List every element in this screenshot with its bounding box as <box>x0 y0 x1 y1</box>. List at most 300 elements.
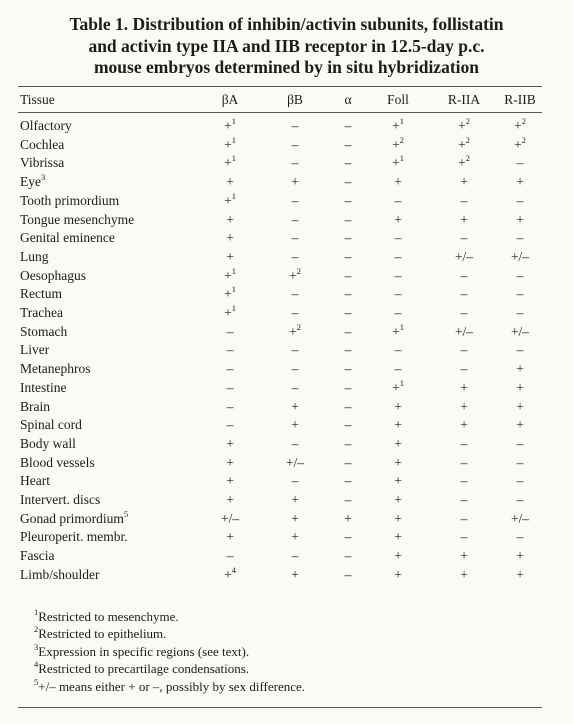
cell-value: – <box>394 267 402 283</box>
cell-value: – <box>344 435 352 451</box>
footnote-ref: 1 <box>399 153 404 164</box>
cell-value: – <box>344 379 352 395</box>
cell-value: – <box>291 192 299 208</box>
cell-beta-a <box>200 528 260 547</box>
cell-beta-a <box>200 510 260 529</box>
cell-value: + <box>394 473 402 489</box>
footnote-3 <box>34 643 534 660</box>
table-title <box>20 14 553 79</box>
cell-value: + <box>460 548 468 564</box>
cell-value: + <box>289 323 297 339</box>
cell-beta-a <box>200 285 260 304</box>
cell-value: + <box>226 473 234 489</box>
cell-alpha <box>324 360 372 379</box>
cell-alpha <box>324 398 372 417</box>
footnote-ref: 1 <box>399 116 404 126</box>
cell-value: + <box>394 529 402 545</box>
footnote-mark: 1 <box>34 607 39 617</box>
cell-beta-a <box>200 566 260 585</box>
cell-value: Stomach <box>20 323 68 339</box>
cell-value: Tongue mesenchyme <box>20 211 135 227</box>
cell-value: – <box>226 417 234 433</box>
cell-beta-b <box>265 192 325 211</box>
cell-alpha <box>324 341 372 360</box>
cell-r-iia <box>431 173 497 192</box>
cell-r-iib <box>492 173 548 192</box>
cell-tissue <box>20 154 200 173</box>
cell-value: – <box>291 211 299 227</box>
cell-value: – <box>394 361 402 377</box>
cell-value: – <box>291 473 299 489</box>
cell-foll <box>368 117 428 136</box>
cell-tissue <box>20 398 200 417</box>
cell-value: +/– <box>510 510 530 526</box>
cell-r-iib <box>492 416 548 435</box>
cell-beta-a <box>200 323 260 342</box>
cell-beta-a <box>200 173 260 192</box>
cell-r-iia <box>431 117 497 136</box>
cell-value: + <box>392 155 400 171</box>
cell-beta-a <box>200 211 260 230</box>
header-foll: Foll <box>387 92 409 107</box>
cell-value: + <box>516 548 524 564</box>
cell-r-iia <box>431 248 497 267</box>
cell-tissue <box>20 211 200 230</box>
cell-r-iib <box>492 248 548 267</box>
cell-value: + <box>460 398 468 414</box>
cell-value: – <box>291 361 299 377</box>
footnote-ref: 1 <box>231 265 236 276</box>
footnote-ref: 2 <box>465 153 470 164</box>
cell-tissue <box>20 304 200 323</box>
cell-value: – <box>344 174 352 190</box>
cell-r-iib <box>492 211 548 230</box>
table-row <box>18 323 542 342</box>
table-row <box>18 379 542 398</box>
cell-r-iia <box>431 454 497 473</box>
cell-value: – <box>516 230 524 246</box>
cell-value: + <box>226 230 234 246</box>
cell-beta-b <box>265 323 325 342</box>
cell-beta-b <box>265 454 325 473</box>
cell-value: – <box>226 323 234 339</box>
cell-value: – <box>344 211 352 227</box>
cell-value: + <box>458 136 466 152</box>
table-row <box>18 416 542 435</box>
cell-value: – <box>516 342 524 358</box>
cell-value: Brain <box>20 398 50 414</box>
cell-value: – <box>460 192 468 208</box>
cell-value: + <box>516 361 524 377</box>
cell-value: + <box>516 379 524 395</box>
cell-r-iia <box>431 416 497 435</box>
table-row <box>18 472 542 491</box>
cell-alpha <box>324 379 372 398</box>
cell-value: + <box>226 211 234 227</box>
cell-value: – <box>344 192 352 208</box>
cell-foll <box>368 229 428 248</box>
cell-value: – <box>344 286 352 302</box>
cell-value: +/– <box>285 454 305 470</box>
cell-tissue <box>20 136 200 155</box>
cell-foll <box>368 379 428 398</box>
cell-value: – <box>460 529 468 545</box>
cell-value: + <box>514 118 522 133</box>
cell-beta-b <box>265 173 325 192</box>
cell-value: – <box>291 136 299 152</box>
cell-tissue <box>20 341 200 360</box>
cell-value: – <box>460 454 468 470</box>
header-r-iia: R-IIA <box>447 92 481 107</box>
cell-value: Gonad primordium <box>20 510 124 526</box>
cell-value: + <box>226 435 234 451</box>
cell-value: – <box>291 230 299 246</box>
cell-tissue <box>20 360 200 379</box>
cell-r-iia <box>431 211 497 230</box>
cell-value: – <box>460 361 468 377</box>
cell-value: Pleuroperit. membr. <box>20 529 128 545</box>
cell-beta-a <box>200 117 260 136</box>
cell-foll <box>368 360 428 379</box>
cell-foll <box>368 323 428 342</box>
cell-value: + <box>392 379 400 395</box>
cell-beta-b <box>265 229 325 248</box>
cell-value: – <box>516 492 524 507</box>
table-row <box>18 435 542 454</box>
cell-value: – <box>291 118 299 133</box>
cell-foll <box>368 398 428 417</box>
cell-tissue <box>20 547 200 566</box>
cell-foll <box>368 192 428 211</box>
cell-tissue <box>20 491 200 510</box>
cell-r-iib <box>492 435 548 454</box>
cell-value: + <box>516 174 524 190</box>
cell-r-iib <box>492 285 548 304</box>
cell-value: – <box>394 286 402 302</box>
cell-value: Lung <box>20 248 49 264</box>
cell-value: + <box>394 548 402 564</box>
cell-value: – <box>344 473 352 489</box>
footnote-text: +/– means either + or –, possibly by sex difference. <box>38 678 306 694</box>
footnote-5 <box>34 678 534 695</box>
header-tissue: Tissue <box>20 92 55 107</box>
cell-value: – <box>460 342 468 358</box>
cell-value: + <box>224 136 232 152</box>
cell-value: + <box>392 323 400 339</box>
cell-beta-b <box>265 341 325 360</box>
cell-value: + <box>291 417 299 433</box>
cell-r-iia <box>431 267 497 286</box>
cell-tissue <box>20 379 200 398</box>
cell-value: + <box>516 211 524 227</box>
cell-value: – <box>344 529 352 545</box>
cell-beta-a <box>200 341 260 360</box>
cell-beta-a <box>200 416 260 435</box>
cell-beta-b <box>265 117 325 136</box>
cell-value: +/– <box>510 323 530 339</box>
cell-r-iia <box>431 510 497 529</box>
footnote-ref: 2 <box>296 321 301 332</box>
table-row <box>18 491 542 510</box>
cell-value: + <box>394 211 402 227</box>
cell-foll <box>368 173 428 192</box>
cell-value: – <box>226 548 234 564</box>
cell-r-iib <box>492 491 548 510</box>
title-line-2: and activin type IIA and IIB receptor in 12.5-day p.c. <box>88 35 485 56</box>
cell-value: + <box>514 136 522 152</box>
cell-beta-a <box>200 491 260 510</box>
cell-r-iia <box>431 285 497 304</box>
cell-tissue <box>20 454 200 473</box>
cell-value: + <box>460 417 468 433</box>
cell-value: + <box>394 566 402 582</box>
cell-r-iia <box>431 341 497 360</box>
cell-r-iib <box>492 154 548 173</box>
cell-value: + <box>458 118 466 133</box>
cell-alpha <box>324 566 372 585</box>
cell-value: + <box>460 174 468 190</box>
cell-r-iib <box>492 566 548 585</box>
header-beta-b: βB <box>287 92 303 107</box>
cell-beta-a <box>200 472 260 491</box>
cell-value: – <box>344 118 352 133</box>
cell-r-iib <box>492 360 548 379</box>
cell-value: + <box>224 566 232 582</box>
cell-value: + <box>394 435 402 451</box>
cell-alpha <box>324 117 372 136</box>
cell-value: + <box>392 136 400 152</box>
cell-value: – <box>516 286 524 302</box>
cell-beta-a <box>200 379 260 398</box>
cell-r-iib <box>492 136 548 155</box>
footnote-ref: 3 <box>41 172 46 183</box>
cell-r-iib <box>492 304 548 323</box>
footnote-ref: 1 <box>231 116 236 126</box>
cell-beta-b <box>265 398 325 417</box>
cell-value: + <box>394 492 402 507</box>
cell-beta-a <box>200 229 260 248</box>
cell-value: – <box>516 155 524 171</box>
cell-tissue <box>20 173 200 192</box>
cell-value: – <box>344 248 352 264</box>
cell-foll <box>368 510 428 529</box>
cell-r-iib <box>492 341 548 360</box>
cell-r-iia <box>431 398 497 417</box>
cell-r-iib <box>492 547 548 566</box>
cell-value: – <box>291 248 299 264</box>
table-row <box>18 566 542 585</box>
header-beta-a: βA <box>221 92 239 107</box>
cell-value: – <box>226 361 234 377</box>
cell-alpha <box>324 267 372 286</box>
cell-foll <box>368 416 428 435</box>
cell-beta-a <box>200 360 260 379</box>
footnote-4 <box>34 660 534 677</box>
cell-value: – <box>394 230 402 246</box>
cell-value: +/– <box>510 248 530 264</box>
cell-value: + <box>291 529 299 545</box>
cell-value: – <box>344 398 352 414</box>
cell-r-iia <box>431 323 497 342</box>
cell-alpha <box>324 435 372 454</box>
cell-value: – <box>291 286 299 302</box>
cell-foll <box>368 528 428 547</box>
title-line-1: Table 1. Distribution of inhibin/activin subunits, follistatin <box>69 14 504 34</box>
footnote-ref: 2 <box>296 265 301 276</box>
cell-beta-a <box>200 136 260 155</box>
footnote-text: Restricted to mesenchyme. <box>38 609 179 624</box>
footnote-ref: 1 <box>231 153 236 164</box>
cell-beta-a <box>200 304 260 323</box>
cell-beta-b <box>265 416 325 435</box>
cell-value: + <box>394 454 402 470</box>
footnote-ref: 1 <box>399 321 404 332</box>
cell-value: – <box>291 548 299 564</box>
cell-value: – <box>516 305 524 320</box>
cell-r-iia <box>431 136 497 155</box>
cell-foll <box>368 285 428 304</box>
footnote-ref: 2 <box>521 116 526 126</box>
cell-r-iia <box>431 229 497 248</box>
header-rule <box>18 112 542 113</box>
footnote-ref: 4 <box>231 564 236 575</box>
cell-value: – <box>291 305 299 320</box>
cell-value: – <box>516 267 524 283</box>
cell-value: – <box>460 230 468 246</box>
cell-value: + <box>460 566 468 582</box>
footnote-ref: 2 <box>465 134 470 145</box>
footnote-2 <box>34 625 534 642</box>
cell-value: – <box>344 566 352 582</box>
cell-r-iib <box>492 510 548 529</box>
cell-beta-a <box>200 267 260 286</box>
cell-alpha <box>324 211 372 230</box>
cell-value: Olfactory <box>20 118 72 133</box>
footnote-ref: 1 <box>231 303 236 313</box>
cell-value: + <box>226 529 234 545</box>
table-row <box>18 547 542 566</box>
cell-alpha <box>324 454 372 473</box>
cell-foll <box>368 154 428 173</box>
cell-value: Limb/shoulder <box>20 566 100 582</box>
cell-foll <box>368 454 428 473</box>
cell-alpha <box>324 491 372 510</box>
cell-value: Liver <box>20 342 50 358</box>
cell-value: + <box>291 492 299 507</box>
footnote-mark: 2 <box>34 624 39 635</box>
cell-beta-b <box>265 267 325 286</box>
cell-r-iib <box>492 229 548 248</box>
cell-value: – <box>344 267 352 283</box>
footnote-ref: 2 <box>399 134 404 145</box>
cell-alpha <box>324 154 372 173</box>
table-row <box>18 341 542 360</box>
cell-beta-b <box>265 248 325 267</box>
cell-alpha <box>324 285 372 304</box>
cell-value: – <box>344 230 352 246</box>
cell-beta-a <box>200 547 260 566</box>
cell-beta-b <box>265 528 325 547</box>
cell-value: – <box>460 510 468 526</box>
cell-beta-a <box>200 248 260 267</box>
table-row <box>18 154 542 173</box>
cell-value: – <box>394 342 402 358</box>
cell-value: Genital eminence <box>20 230 115 246</box>
cell-foll <box>368 435 428 454</box>
cell-tissue <box>20 323 200 342</box>
footnote-text: Restricted to precartilage condensations. <box>38 661 250 677</box>
table-row <box>18 229 542 248</box>
cell-r-iib <box>492 472 548 491</box>
table-row <box>18 398 542 417</box>
cell-value: – <box>344 548 352 564</box>
cell-r-iia <box>431 528 497 547</box>
header-alpha: α <box>344 92 352 107</box>
cell-value: +/– <box>220 510 240 526</box>
cell-beta-b <box>265 491 325 510</box>
cell-value: Fascia <box>20 548 55 564</box>
table-row <box>18 136 542 155</box>
cell-foll <box>368 547 428 566</box>
cell-alpha <box>324 248 372 267</box>
footnote-ref: 2 <box>465 116 470 126</box>
cell-value: Eye <box>20 174 41 190</box>
cell-value: + <box>460 211 468 227</box>
cell-value: – <box>460 267 468 283</box>
cell-alpha <box>324 472 372 491</box>
cell-value: – <box>226 379 234 395</box>
cell-value: – <box>344 155 352 171</box>
cell-beta-b <box>265 136 325 155</box>
header-r-iib: R-IIB <box>504 92 536 107</box>
table-row <box>18 211 542 230</box>
cell-value: – <box>516 473 524 489</box>
cell-value: – <box>460 473 468 489</box>
cell-r-iia <box>431 154 497 173</box>
cell-value: + <box>224 305 232 320</box>
cell-beta-b <box>265 285 325 304</box>
cell-tissue <box>20 566 200 585</box>
cell-alpha <box>324 304 372 323</box>
table-row <box>18 173 542 192</box>
cell-value: + <box>226 248 234 264</box>
cell-tissue <box>20 472 200 491</box>
cell-value: Body wall <box>20 435 76 451</box>
cell-tissue <box>20 528 200 547</box>
cell-value: – <box>394 248 402 264</box>
cell-value: Trachea <box>20 305 63 320</box>
cell-value: Intervert. discs <box>20 492 101 507</box>
cell-value: – <box>460 492 468 507</box>
cell-alpha <box>324 510 372 529</box>
cell-value: Spinal cord <box>20 417 82 433</box>
cell-value: – <box>516 454 524 470</box>
cell-value: – <box>516 529 524 545</box>
cell-value: – <box>226 342 234 358</box>
footnote-mark: 3 <box>34 641 39 652</box>
bottom-rule <box>18 707 542 708</box>
cell-value: – <box>516 435 524 451</box>
cell-value: Intestine <box>20 379 67 395</box>
cell-alpha <box>324 173 372 192</box>
cell-value: – <box>460 286 468 302</box>
cell-r-iib <box>492 454 548 473</box>
cell-tissue <box>20 435 200 454</box>
cell-beta-b <box>265 379 325 398</box>
cell-value: – <box>394 192 402 208</box>
footnote-ref: 2 <box>521 134 526 145</box>
cell-beta-b <box>265 566 325 585</box>
